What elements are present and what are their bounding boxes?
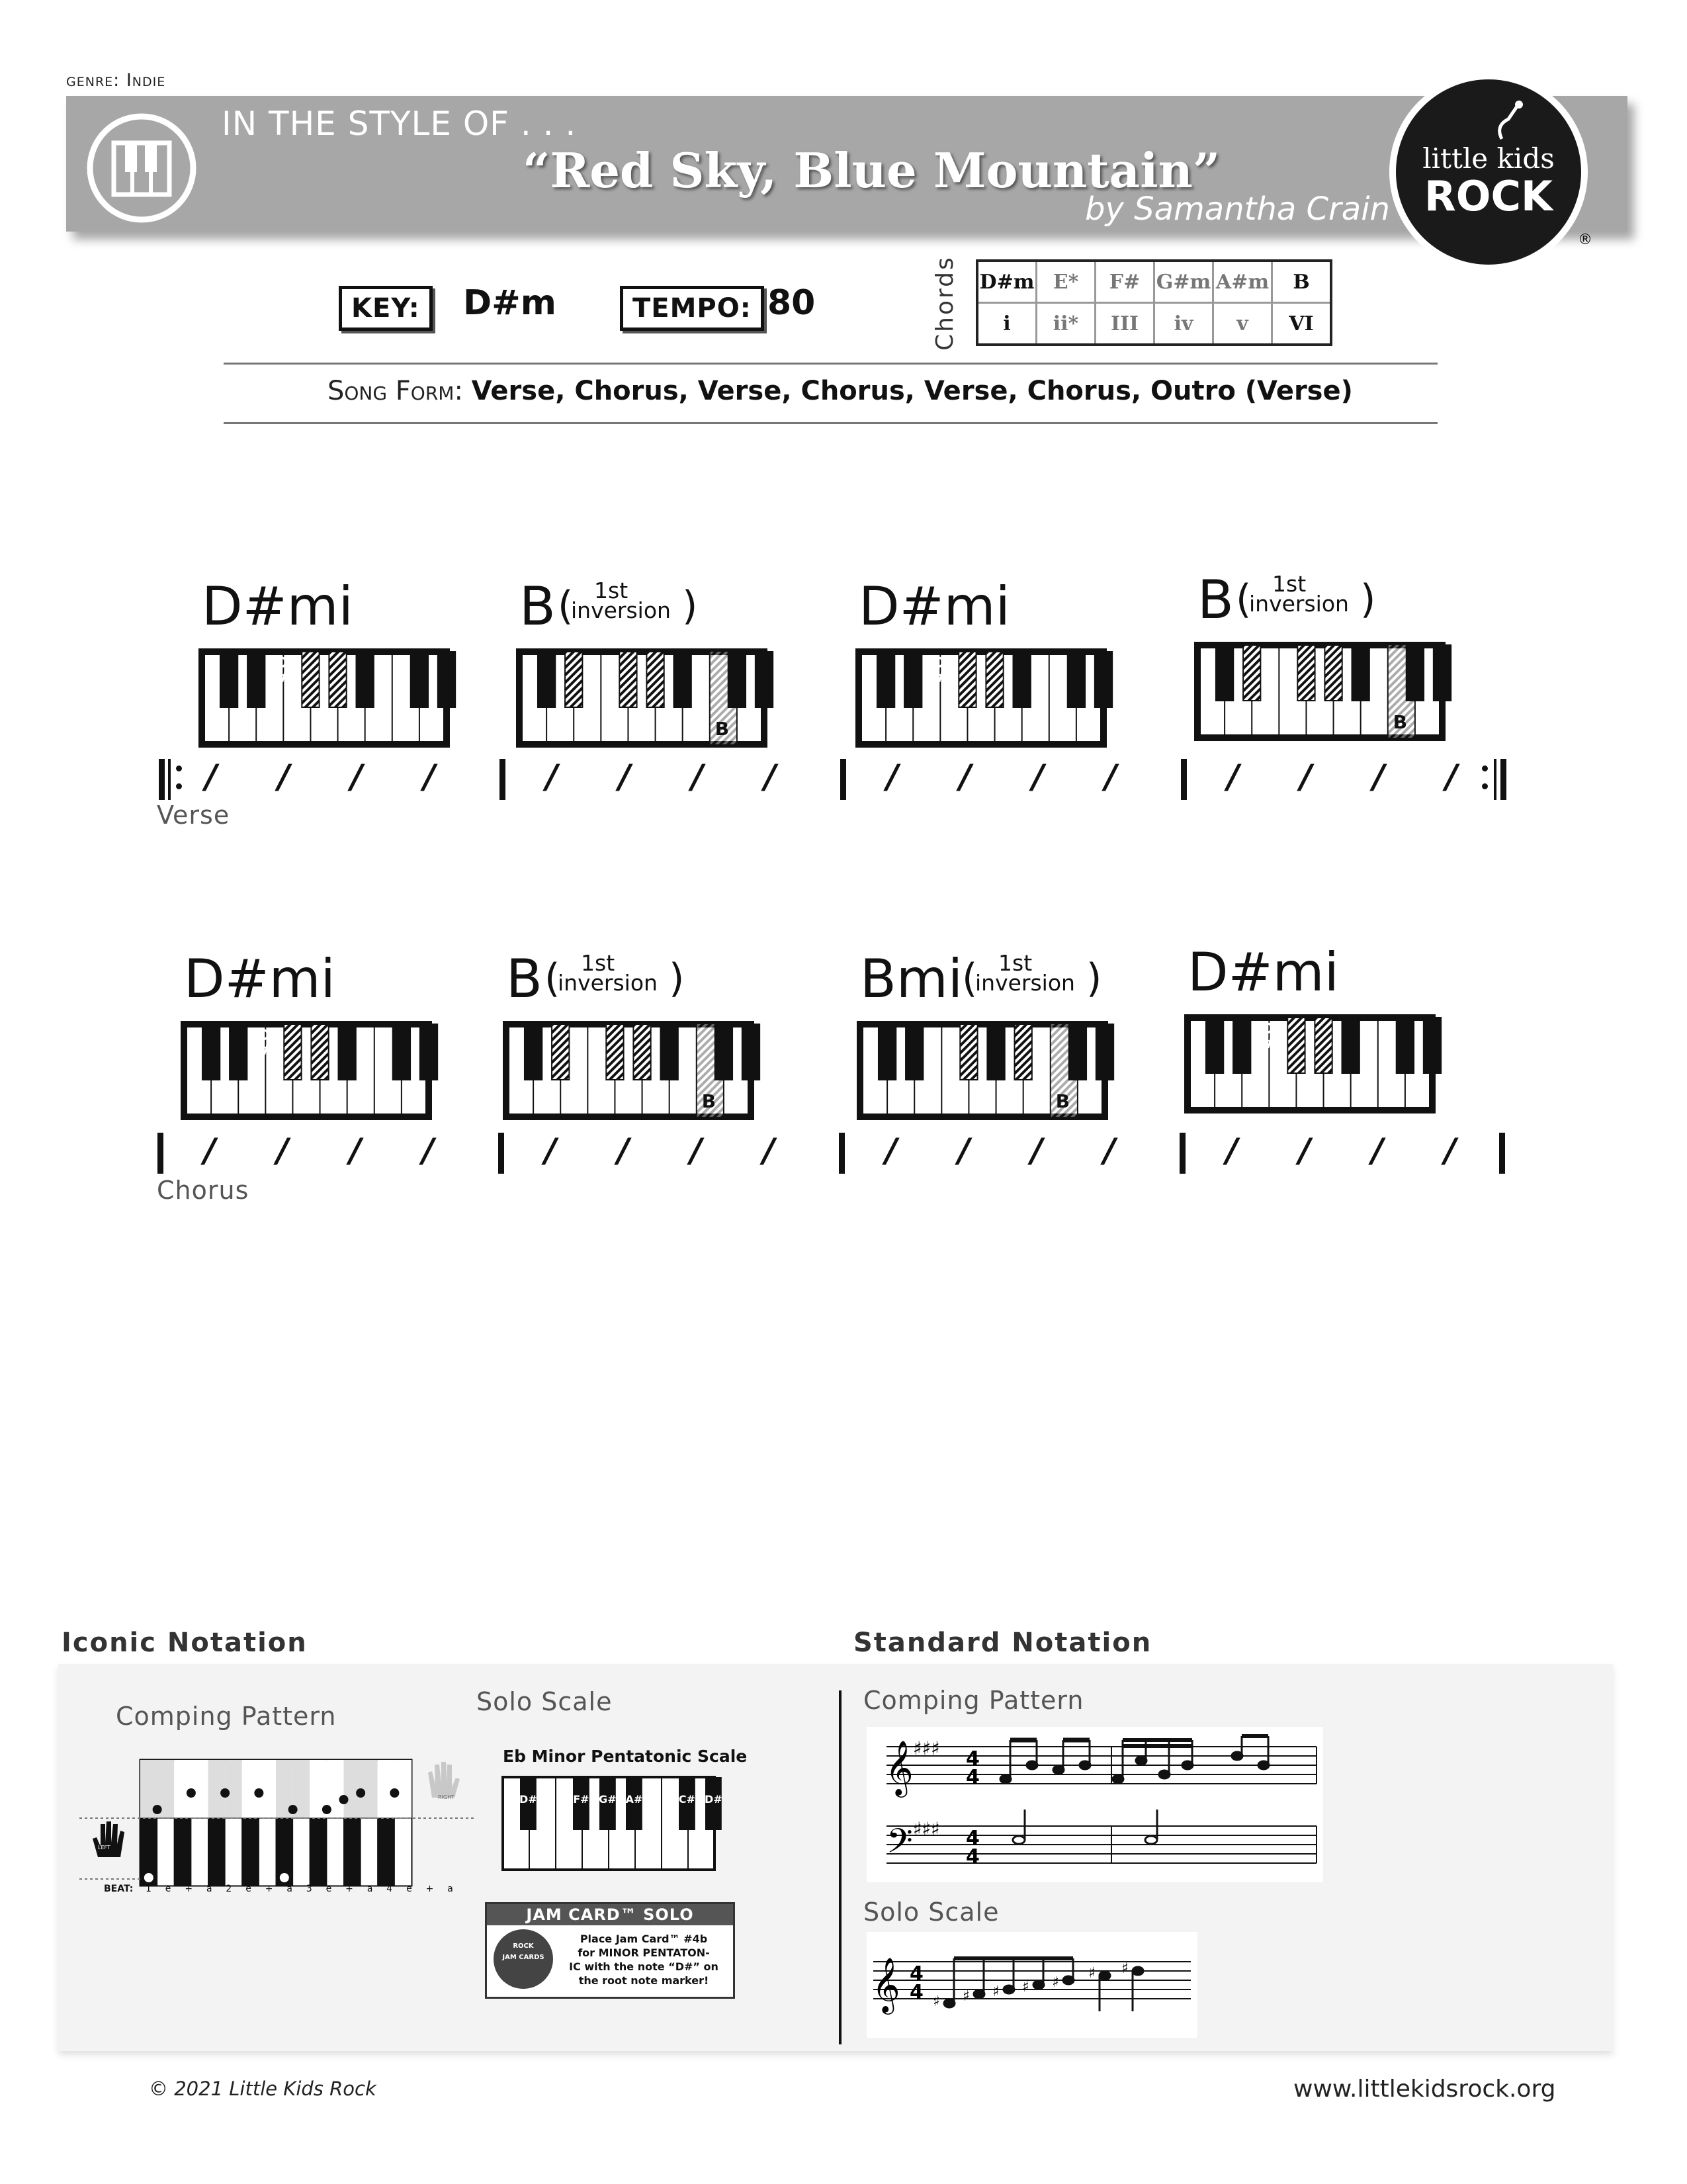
key-signature-treble: ♯♯♯ (913, 1737, 940, 1759)
black-key (1424, 1018, 1441, 1073)
jam-card-title: JAM CARD™ SOLO (487, 1904, 733, 1925)
jam-card-line-4: the root note marker! (578, 1974, 709, 1987)
beat-slash: / (423, 758, 436, 796)
solo-treble-clef: 𝄞 (872, 1956, 900, 2012)
comping-upper-cell (344, 1760, 361, 1818)
beat-slash: / (544, 1131, 557, 1170)
comping-lower-cell (259, 1818, 276, 1886)
comping-lower-cell (378, 1818, 395, 1886)
black-key (1014, 652, 1031, 707)
root-note-label: D# (276, 655, 288, 686)
svg-text:♯: ♯ (1121, 1960, 1129, 1977)
chord-keyboard (501, 1020, 756, 1124)
comping-upper-cell (242, 1760, 259, 1818)
chord-name-cell: D#m (977, 261, 1037, 303)
keyboard-frame (1188, 1018, 1432, 1110)
chord-black-key (1015, 1024, 1032, 1080)
copyright: © 2021 Little Kids Rock (149, 2077, 376, 2100)
black-key (1352, 645, 1369, 701)
comping-lower-cell (293, 1818, 310, 1886)
tempo-value: 80 (767, 283, 816, 323)
black-key (906, 1024, 923, 1080)
key-label: KEY: (339, 286, 433, 331)
black-key (987, 1024, 1004, 1080)
little-kids-rock-logo (1389, 73, 1588, 271)
jam-card-logo (494, 1929, 553, 1989)
beat-slash: / (619, 758, 631, 796)
comping-upper-cell (394, 1760, 411, 1818)
chord-numeral-cell: i (977, 303, 1037, 345)
comping-left-hand-dot (144, 1873, 153, 1882)
black-key (1434, 645, 1451, 701)
chord-black-key (646, 652, 664, 707)
black-key (877, 652, 894, 707)
root-note-label: B (701, 1090, 716, 1112)
song-form-value: Verse, Chorus, Verse, Chorus, Verse, Chorus, Outro (Verse) (471, 376, 1353, 406)
comping-right-hand-dot (153, 1805, 162, 1814)
black-key (879, 1024, 896, 1080)
black-key (1406, 645, 1424, 701)
black-key (1342, 1018, 1360, 1073)
comping-upper-cell (208, 1760, 226, 1818)
black-key (247, 652, 265, 707)
chord-name-cell: A#m (1213, 261, 1272, 303)
beat-slash: / (1373, 758, 1385, 796)
comping-lower-cell (157, 1818, 175, 1886)
black-key (220, 652, 238, 707)
beat-slash: / (1031, 1131, 1043, 1170)
standard-solo-label: Solo Scale (863, 1898, 1000, 1927)
iconic-comping-label: Comping Pattern (116, 1702, 337, 1731)
root-note-label: D# (1262, 1021, 1274, 1052)
root-note-label: B (1055, 1090, 1070, 1112)
black-key (715, 1024, 732, 1080)
beat-slash: / (1103, 1131, 1116, 1170)
svg-text:♯: ♯ (1022, 1979, 1029, 1995)
repeat-dots (176, 765, 182, 789)
chord-black-key (986, 652, 1003, 707)
jam-card-line-3: IC with the note “D#” on (569, 1960, 718, 1973)
comping-lower-cell (174, 1818, 191, 1886)
chord-numeral-cell: ii* (1037, 303, 1096, 345)
verse-label: Verse (157, 801, 230, 830)
right-hand-label: RIGHT (438, 1794, 455, 1800)
chord-black-key (311, 1024, 328, 1080)
chord-black-key (329, 652, 346, 707)
black-key (339, 1024, 356, 1080)
chorus-label: Chorus (157, 1176, 249, 1205)
beat-slash: / (1371, 1131, 1384, 1170)
black-key (1216, 645, 1233, 701)
song-form-label: Song Form: (327, 376, 463, 406)
bar-line (159, 759, 165, 800)
chord-black-key (1297, 645, 1315, 701)
comping-right-hand-dot (322, 1805, 331, 1814)
beat-slash: / (1446, 758, 1458, 796)
bass-clef: 𝄢 (887, 1821, 913, 1869)
comping-staff (867, 1727, 1323, 1885)
black-key (674, 652, 691, 707)
beat-slash: / (546, 758, 558, 796)
beat-slash: / (958, 1131, 971, 1170)
chord-keyboard (855, 1020, 1109, 1124)
svg-text:♯: ♯ (963, 1988, 970, 2005)
comping-right-hand-dot (288, 1805, 298, 1814)
comping-right-hand-dot (390, 1788, 399, 1798)
scale-note-label: C# (678, 1793, 695, 1806)
beat-slash: / (205, 758, 218, 796)
inversion-top: 1st (998, 950, 1033, 976)
comping-upper-cell (191, 1760, 208, 1818)
inversion-bottom: inversion (1249, 591, 1349, 617)
jam-card-logo-text-1: ROCK (513, 1943, 534, 1950)
black-key (393, 1024, 410, 1080)
repeat-end-dots (1482, 765, 1488, 789)
chord-numeral-cell: iv (1154, 303, 1213, 345)
comping-right-hand-dot (220, 1788, 230, 1798)
chord-name: B (506, 948, 542, 1010)
comping-right-hand-dot (356, 1788, 365, 1798)
comping-upper-cell (225, 1760, 242, 1818)
chord-black-key (633, 1024, 650, 1080)
bar-line (840, 759, 846, 800)
chord-name-cell: E* (1037, 261, 1096, 303)
comping-right-hand-dot (254, 1788, 263, 1798)
root-note-label: D# (258, 1027, 271, 1059)
time-sig-top-bass: 4 (966, 1827, 980, 1850)
inversion-bottom: inversion (975, 970, 1075, 996)
beat-slash: / (278, 758, 290, 796)
final-bar-line (1500, 759, 1506, 800)
beat-slash: / (422, 1131, 435, 1170)
inversion-top: 1st (1272, 571, 1307, 597)
comping-lower-cell (327, 1818, 344, 1886)
black-key (661, 1024, 678, 1080)
keyboard-frame (202, 652, 447, 744)
key-value: D#m (463, 283, 556, 323)
svg-text:♯: ♯ (1088, 1965, 1096, 1982)
beat-slash: / (277, 1131, 289, 1170)
root-note-label: B (1393, 711, 1408, 733)
comping-upper-cell (259, 1760, 276, 1818)
chord-name-cell: B (1272, 261, 1332, 303)
chord-black-key (552, 1024, 569, 1080)
comping-upper-cell (378, 1760, 395, 1818)
chord-black-key (1243, 645, 1260, 701)
comping-right-hand-dot (187, 1788, 196, 1798)
chord-name: Bmi (860, 948, 963, 1010)
chord-numeral-cell: v (1213, 303, 1272, 345)
scale-note-label: A# (625, 1793, 643, 1806)
chord-keyboard (1183, 1013, 1437, 1117)
chord-name: D#mi (202, 576, 353, 637)
beat-slash: / (349, 1131, 362, 1170)
svg-text:♯: ♯ (992, 1984, 1000, 2000)
beat-slash: / (887, 758, 899, 796)
chord-black-key (565, 652, 582, 707)
registered-mark: ® (1578, 232, 1592, 248)
bar-line (498, 1133, 504, 1174)
solo-time-sig-bottom: 4 (910, 1981, 924, 2004)
artist-name: by Samantha Crain (1085, 191, 1390, 228)
song-title: “Red Sky, Blue Mountain” (523, 142, 1221, 198)
beat-slash: / (1300, 758, 1313, 796)
black-key (357, 652, 374, 707)
scale-note-label: D# (519, 1793, 537, 1806)
bar-line (1181, 759, 1187, 800)
scale-title: Eb Minor Pentatonic Scale (503, 1747, 748, 1766)
chord-name: B (1197, 569, 1234, 631)
standard-notation-title: Standard Notation (853, 1628, 1152, 1658)
genre-label: genre: Indie (66, 70, 166, 91)
bar-line (1180, 1133, 1186, 1174)
website-url: www.littlekidsrock.org (1293, 2075, 1556, 2103)
jam-card (485, 1902, 735, 1999)
root-note-label: D# (933, 655, 945, 686)
beat-slash: / (764, 758, 777, 796)
guitar-icon (1489, 99, 1528, 146)
chord-black-key (284, 1024, 301, 1080)
comping-lower-cell (361, 1818, 378, 1886)
comping-lower-cell (225, 1818, 242, 1886)
beat-counts: 1 e + a 2 e + a 3 e + a 4 e + a (146, 1884, 453, 1894)
comping-lower-cell (191, 1818, 208, 1886)
beat-slash: / (763, 1131, 775, 1170)
chord-black-key (1324, 645, 1342, 701)
beat-slash: / (1299, 1131, 1311, 1170)
repeat-bar (168, 759, 171, 800)
scale-note-label: F# (573, 1793, 589, 1806)
beat-slash: / (1226, 1131, 1238, 1170)
beat-slash: / (690, 1131, 703, 1170)
time-sig-bottom-treble: 4 (966, 1766, 980, 1789)
beat-label: BEAT: (104, 1884, 134, 1894)
key-signature-bass: ♯♯♯ (913, 1818, 940, 1840)
comping-lower-cell (344, 1818, 361, 1886)
root-note-label: B (714, 718, 730, 740)
chord-name-cell: G#m (1154, 261, 1213, 303)
black-key (1206, 1018, 1223, 1073)
time-sig-bottom-bass: 4 (966, 1845, 980, 1868)
inversion-bottom: inversion (558, 970, 658, 996)
black-key (411, 652, 428, 707)
tempo-label: TEMPO: (620, 286, 764, 331)
black-key (230, 1024, 247, 1080)
logo-line-1: little kids (1422, 142, 1555, 175)
inversion-top: 1st (594, 578, 628, 603)
comping-lower-cell (242, 1818, 259, 1886)
iconic-solo-label: Solo Scale (476, 1687, 613, 1716)
black-key (1233, 1018, 1250, 1073)
chord-black-key (959, 652, 976, 707)
black-key (728, 652, 746, 707)
chord-black-key (606, 1024, 623, 1080)
song-form (327, 376, 1353, 406)
beat-slash: / (1105, 758, 1117, 796)
beat-slash: / (1227, 758, 1240, 796)
left-hand-label: LEFT (98, 1845, 110, 1851)
inversion-top: 1st (581, 950, 615, 976)
chord-black-key (302, 652, 319, 707)
chords-table (976, 259, 1332, 346)
comping-upper-cell (361, 1760, 378, 1818)
solo-scale-keyboard (501, 1775, 722, 1877)
black-key (756, 652, 773, 707)
keyboard-frame (859, 652, 1103, 744)
black-key (420, 1024, 437, 1080)
final-bar-line (1499, 1133, 1505, 1174)
chord-numeral-cell: VI (1272, 303, 1332, 345)
left-hand-icon (86, 1816, 132, 1862)
jam-card-line-2: for MINOR PENTATON- (578, 1946, 710, 1959)
chord-black-key (619, 652, 636, 707)
beat-slash: / (885, 1131, 898, 1170)
black-key (1095, 652, 1112, 707)
black-key (1069, 1024, 1086, 1080)
piano-icon (85, 111, 198, 225)
standard-comping-label: Comping Pattern (863, 1686, 1084, 1715)
jam-card-logo-text-2: JAM CARDS (502, 1954, 544, 1961)
comping-lower-cell (394, 1818, 411, 1886)
chord-black-key (1287, 1018, 1305, 1073)
beat-slash: / (351, 758, 363, 796)
beat-slash: / (691, 758, 704, 796)
black-key (538, 652, 555, 707)
chord-black-key (1315, 1018, 1332, 1073)
beat-slash: / (1032, 758, 1045, 796)
beat-slash: / (617, 1131, 630, 1170)
inversion-bottom: inversion (571, 597, 671, 623)
chord-name: D#mi (1188, 941, 1339, 1003)
style-of-label: IN THE STYLE OF . . . (222, 105, 577, 143)
svg-text:♯: ♯ (1052, 1974, 1059, 1991)
solo-scale-staff (867, 1932, 1197, 2040)
chord-keyboard (515, 647, 769, 752)
logo-line-2: ROCK (1424, 172, 1553, 220)
chord-numeral-cell: III (1096, 303, 1154, 345)
comping-right-hand-dot (339, 1795, 349, 1804)
black-key (525, 1024, 542, 1080)
comping-lower-cell (208, 1818, 226, 1886)
chord-keyboard (1193, 640, 1447, 745)
chord-keyboard (854, 647, 1108, 752)
solo-time-sig-top: 4 (910, 1962, 924, 1986)
chord-name: D#mi (859, 576, 1010, 637)
divider-top (224, 363, 1438, 365)
comping-lower-cell (310, 1818, 327, 1886)
beat-slash: / (1444, 1131, 1457, 1170)
black-key (438, 652, 455, 707)
chord-name: B (519, 576, 556, 637)
repeat-end-bar (1494, 759, 1496, 800)
treble-clef: 𝄞 (885, 1739, 914, 1795)
chord-black-key (960, 1024, 977, 1080)
beat-slash: / (959, 758, 972, 796)
iconic-notation-title: Iconic Notation (62, 1628, 308, 1658)
divider-bottom (224, 422, 1438, 424)
bar-line (499, 759, 505, 800)
beat-slash: / (204, 1131, 216, 1170)
chord-name: D#mi (184, 948, 335, 1010)
scale-note-label: G# (599, 1793, 617, 1806)
scale-note-label: D# (705, 1793, 722, 1806)
bar-line (157, 1133, 163, 1174)
jam-card-line-1: Place Jam Card™ #4b (580, 1933, 708, 1945)
black-key (1397, 1018, 1414, 1073)
keyboard-frame (184, 1024, 429, 1117)
black-key (1096, 1024, 1113, 1080)
chords-vertical-label: Chords (931, 255, 959, 351)
notation-separator (839, 1690, 842, 2044)
black-key (1068, 652, 1085, 707)
chord-name-cell: F# (1096, 261, 1154, 303)
time-sig-top-treble: 4 (966, 1747, 980, 1770)
chord-keyboard (179, 1020, 433, 1124)
black-key (904, 652, 922, 707)
black-key (202, 1024, 220, 1080)
chord-keyboard (197, 647, 451, 752)
bar-line (839, 1133, 845, 1174)
svg-text:♯: ♯ (933, 1993, 940, 2010)
comping-upper-cell (174, 1760, 191, 1818)
black-key (742, 1024, 759, 1080)
comping-left-hand-dot (280, 1873, 289, 1882)
